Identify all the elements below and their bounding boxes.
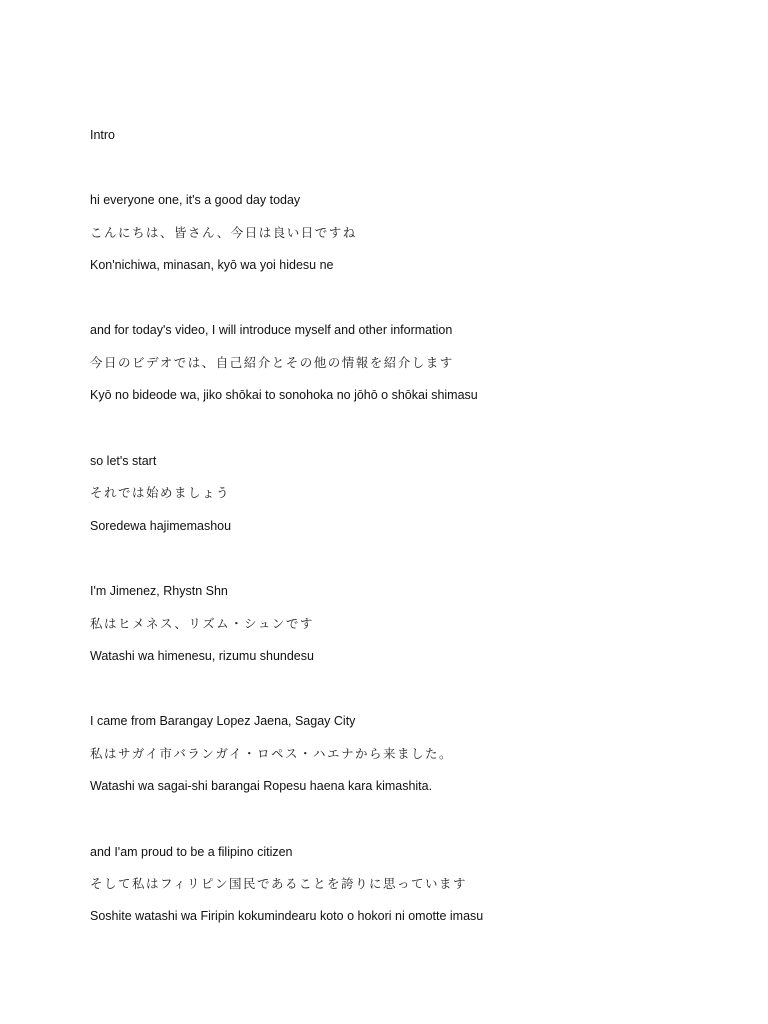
romaji-line: Watashi wa himenesu, rizumu shundesu [90,649,314,663]
japanese-line: 今日のビデオでは、自己紹介とその他の情報を紹介します [90,355,454,370]
japanese-line: それでは始めましょう [90,485,231,500]
english-line: hi everyone one, it's a good day today [90,193,301,207]
romaji-line: Soshite watashi wa Firipin kokumindearu koto o hokori ni omotte imasu [90,909,484,923]
japanese-line: こんにちは、皆さん、今日は良い日ですね [90,225,357,240]
japanese-line: 私はサガイ市バランガイ・ロペス・ハエナから来ました。 [90,746,454,761]
document-title: Intro [90,128,116,142]
english-line: I came from Barangay Lopez Jaena, Sagay City [90,714,356,728]
english-line: and I'am proud to be a filipino citizen [90,845,293,859]
romaji-line: Watashi wa sagai-shi barangai Ropesu haena kara kimashita. [90,779,433,793]
english-line: and for today's video, I will introduce myself and other information [90,323,453,337]
japanese-line: そして私はフィリピン国民であることを誇りに思っています [90,876,468,891]
romaji-line: Kon'nichiwa, minasan, kyō wa yoi hidesu ne [90,258,334,272]
english-line: I'm Jimenez, Rhystn Shn [90,584,228,598]
japanese-line: 私はヒメネス、リズム・シュンです [90,616,314,631]
romaji-line: Kyō no bideode wa, jiko shōkai to sonohoka no jōhō o shōkai shimasu [90,388,478,402]
english-line: so let's start [90,454,157,468]
romaji-line: Soredewa hajimemashou [90,519,232,533]
